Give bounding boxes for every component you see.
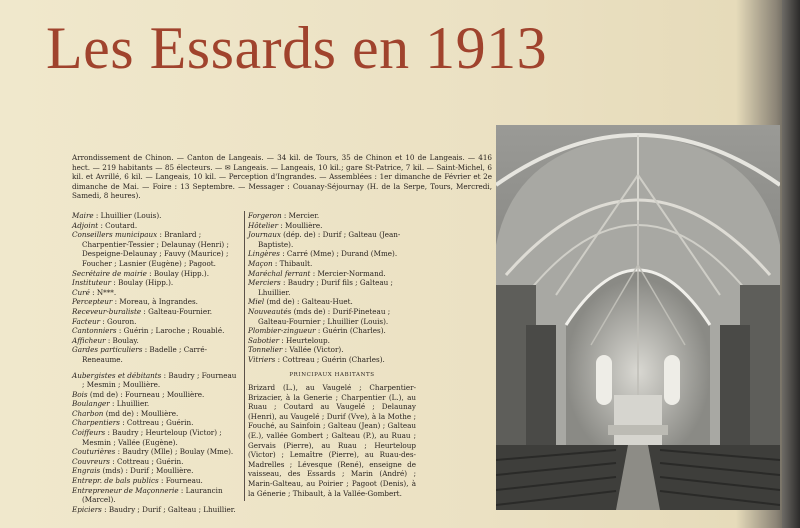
directory-entry: [72, 278, 240, 288]
entry-key: Charpentiers: [72, 418, 120, 428]
entry-key: Vitriers: [248, 354, 276, 364]
church-interior-photo: [496, 125, 780, 510]
directory-left-column: [72, 211, 240, 514]
intro-paragraph: Arrondissement de Chinon. — Canton de Langeais. — 34 kil. de Tours, 35 de Chinon et 10 de Langeais. — 416 hect. — 219 habitants — 85 électeurs. — ✉ Langeais. — Langeais, 10 kil.; gare St-Patrice, 7 kil. — Saint-Michel, 6 kil. et Avrillé, 6 kil. — Langeais, 10 kil. — Perception d'Ingrandes. — Assemblées : 1er dimanche de Février et 2e dimanche de Mai. — Foire : 13 Septembre. — Messager : Couanay-Séjournay (H. de la Serpe, Tours, Mercredi, Samedi, 8 heures).: [72, 153, 492, 201]
entry-key: Gardes particuliers: [72, 345, 143, 355]
entry-key: Sabotier: [248, 335, 280, 345]
entry-key: Maire: [72, 211, 94, 220]
entry-value: : Heurteloup.: [279, 335, 330, 345]
directory-entry: [72, 505, 240, 515]
entry-value: (mds de) : Durif-Pineteau ; Galteau-Fournier ; Lhuillier (Louis).: [258, 306, 391, 326]
entry-key: Lingères: [248, 249, 280, 259]
entry-key: Forgeron: [248, 211, 282, 220]
column-divider: [244, 211, 245, 501]
directory-entry: [72, 211, 240, 221]
entry-value: : Laurancin (Marcel).: [82, 485, 223, 505]
entry-value: : Gouron.: [100, 316, 137, 326]
directory-entry: [72, 371, 240, 390]
entry-key: Maçon: [248, 258, 273, 268]
page-gutter: [782, 0, 800, 528]
entry-key: Coiffeurs: [72, 428, 106, 438]
directory-entry: [72, 447, 240, 457]
entry-key: Engrais: [72, 466, 101, 476]
entry-value: : Cottreau ; Guérin (Charles).: [275, 354, 385, 364]
entry-key: Aubergistes et débitants: [72, 370, 162, 380]
directory-entry: [72, 326, 240, 336]
page-title: Les Essards en 1913: [46, 15, 548, 81]
directory-entry: [248, 221, 416, 231]
entry-key: Afficheur: [72, 335, 106, 345]
directory-entry: [248, 278, 416, 297]
entry-value: : Baudry ; Heurteloup (Victor) ; Mesmin ; Vallée (Eugène).: [82, 428, 222, 447]
entry-key: Cantonniers: [72, 326, 117, 336]
directory-entry: [72, 307, 240, 317]
directory-entry: [248, 326, 416, 336]
directory-entry: [72, 269, 240, 279]
entry-value: : Moullière.: [278, 220, 323, 230]
entry-value: : Boulay (Hipp.).: [146, 268, 209, 278]
principaux-heading: PRINCIPAUX HABITANTS: [289, 371, 375, 378]
entry-value: : Lhuillier.: [109, 399, 150, 409]
entry-key: Couturières: [72, 447, 116, 457]
entry-key: Merciers: [248, 278, 281, 288]
entry-value: : Mercier-Normand.: [310, 268, 386, 278]
entry-key: Hôtelier: [248, 220, 279, 230]
entry-value: : Baudry ; Durif fils ; Galteau ; Lhuillier.: [258, 278, 393, 297]
entry-value: : Mercier.: [281, 211, 320, 220]
directory-entry: [72, 486, 240, 505]
entry-value: : Cottreau ; Guérin.: [119, 418, 194, 428]
directory-entry: [248, 230, 416, 249]
directory-entry: [248, 269, 416, 279]
entry-key: Tonnelier: [248, 345, 283, 355]
entry-value: : Fourneau.: [158, 476, 203, 486]
entry-value: : Coutard.: [98, 220, 138, 230]
entry-key: Adjoint: [72, 220, 99, 230]
directory-entry: [248, 211, 416, 221]
entry-value: (mds) : Durif ; Moullière.: [100, 466, 194, 476]
entry-key: Bois: [72, 389, 88, 399]
entry-value: : Lhuillier (Louis).: [93, 211, 162, 220]
entry-value: : Vallée (Victor).: [282, 345, 344, 355]
entry-value: (md de) : Moullière.: [103, 408, 179, 418]
entry-key: Percepteur: [72, 297, 113, 307]
entry-key: Nouveautés: [248, 306, 292, 316]
entry-key: Epiciers: [72, 504, 102, 514]
entry-key: Couvreurs: [72, 456, 110, 466]
directory-entry: [248, 307, 416, 326]
entry-value: : Baudry ; Durif ; Galteau ; Lhuillier.: [101, 504, 236, 514]
directory-entry: [72, 221, 240, 231]
entry-key: Curé: [72, 287, 90, 297]
directory-entry: [248, 249, 416, 259]
entry-value: : Guérin ; Laroche ; Rouablé.: [116, 326, 225, 336]
entry-key: Instituteur: [72, 278, 112, 288]
entry-key: Journaux: [248, 230, 281, 240]
directory-entry: [72, 297, 240, 307]
directory-entry: [248, 297, 416, 307]
directory-entry: [72, 457, 240, 467]
entry-value: : Thibault.: [272, 258, 313, 268]
entry-key: Entrepr. de bals publics: [72, 476, 159, 486]
directory-entry: [72, 336, 240, 346]
entry-value: : Baudry ; Fourneau ; Mesmin ; Moullière.: [82, 370, 237, 390]
directory-right-column: [248, 211, 416, 498]
entry-key: Boulanger: [72, 399, 110, 409]
entry-value: : Badelle ; Carré-Reneaume.: [82, 345, 208, 364]
entry-value: : N***.: [89, 287, 117, 297]
entry-key: Miel: [248, 297, 265, 307]
entry-value: (md de) : Fourneau ; Moullière.: [87, 389, 205, 399]
entry-value: : Carré (Mme) ; Durand (Mme).: [279, 249, 398, 259]
entry-value: : Boulay (Hipp.).: [111, 278, 174, 288]
entry-key: Receveur-buraliste: [72, 306, 142, 316]
entry-value: (md de) : Galteau-Huet.: [264, 297, 353, 307]
entry-value: : Boulay.: [105, 335, 139, 345]
entry-key: Maréchal ferrant: [248, 268, 311, 278]
entry-value: : Cottreau ; Guérin.: [109, 456, 184, 466]
directory-entry: [72, 317, 240, 327]
entry-key: Facteur: [72, 316, 101, 326]
entry-value: : Branlard ; Charpentier-Tessier ; Delaunay (Henri) ; Despeigne-Delaunay ; Fauvy (Maurice) ; Foucher ; Lasnier (Eugène) ; Pagoot.: [82, 230, 229, 268]
entry-value: : Galteau-Fournier.: [141, 306, 213, 316]
directory-entry: [72, 230, 240, 268]
entry-key: Conseillers municipaux: [72, 230, 158, 240]
directory-entry: [248, 345, 416, 355]
directory-entry: [248, 336, 416, 346]
directory-entry: [72, 428, 240, 447]
directory-entry: [72, 399, 240, 409]
entry-value: : Baudry (Mlle) ; Boulay (Mme).: [115, 447, 234, 457]
entry-key: Charbon: [72, 408, 104, 418]
directory-entry: [72, 390, 240, 400]
directory-entry: [72, 466, 240, 476]
entry-value: : Guérin (Charles).: [315, 326, 386, 336]
directory-entry: [72, 345, 240, 364]
entry-key: Plombier-zingueur: [248, 326, 316, 336]
directory-entry: [248, 355, 416, 365]
entry-value: (dép. de) : Durif ; Galteau (Jean-Baptiste).: [258, 230, 401, 249]
entry-value: : Moreau, à Ingrandes.: [112, 297, 198, 307]
directory-entry: [72, 288, 240, 298]
directory-entry: [72, 476, 240, 486]
principaux-text: Brizard (L.), au Vaugelé ; Charpentier-Brizacier, à la Generie ; Charpentier (L.), au Ruau ; Coutard au Vaugelé ; Delaunay (Henri), au Vaugelé ; Durif (Vve), à la Mothe ; Fouché, au Sainfoin ; Galteau (Jean) ; Galteau (E.), vallée Gombert ; Galteau (P.), au Ruau ; Gervais (Pierre), au Ruau ; Heurteloup (Victor) ; Lemaître (Pierre), au Ruau-des-Madrelles ; Lévesque (René), enseigne de vaisseau, des Essards ; Marin (André) ; Marin-Galteau, au Poirier ; Pagoot (Denis), à la Génerie ; Thibault, à la Vallée-Gombert.: [248, 383, 416, 498]
directory-entry: [72, 418, 240, 428]
entry-key: Secrétaire de mairie: [72, 268, 147, 278]
entry-key: Entrepreneur de Maçonnerie: [72, 485, 179, 495]
directory-entry: [72, 409, 240, 419]
directory-entry: [248, 259, 416, 269]
